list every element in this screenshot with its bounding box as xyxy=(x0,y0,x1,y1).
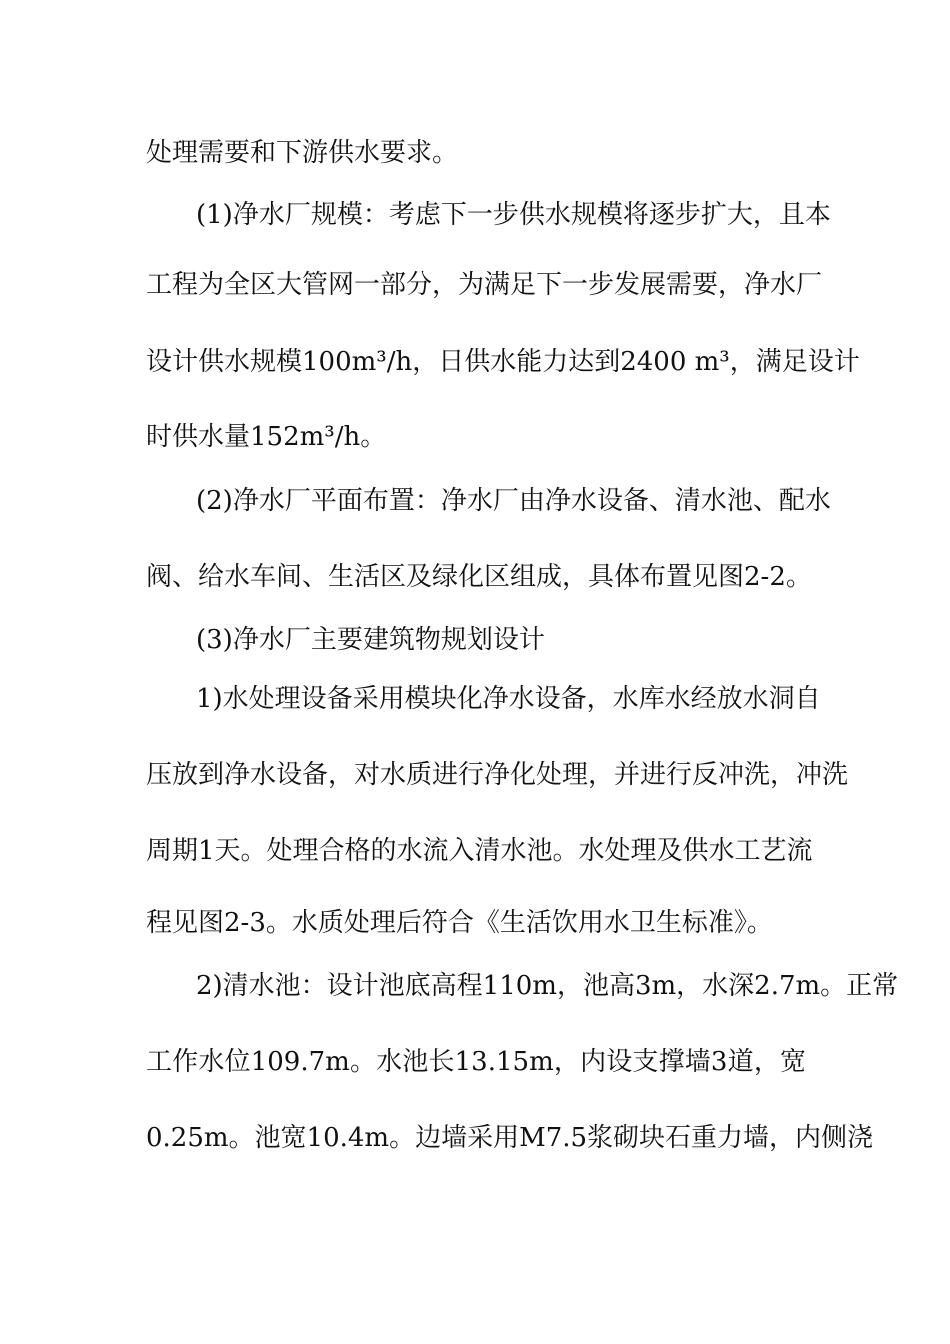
text-line-11: 周期1天。处理合格的水流入清水池。水处理及供水工艺流 xyxy=(146,836,813,866)
text-line-12: 程见图2-3。水质处理后符合《生活饮用水卫生标准》。 xyxy=(146,908,773,938)
text-line-10: 压放到净水设备，对水质进行净化处理，并进行反冲洗，冲洗 xyxy=(146,760,849,790)
text-line-2: (1)净水厂规模：考虑下一步供水规模将逐步扩大，且本 xyxy=(196,200,831,230)
text-line-6: (2)净水厂平面布置：净水厂由净水设备、清水池、配水 xyxy=(196,486,831,516)
text-line-4: 设计供水规模100m³/h，日供水能力达到2400 m³，满足设计 xyxy=(146,347,860,377)
text-line-9: 1)水处理设备采用模块化净水设备，水库水经放水洞自 xyxy=(196,684,821,714)
text-line-3: 工程为全区大管网一部分，为满足下一步发展需要，净水厂 xyxy=(146,270,823,300)
text-line-15: 0.25m。池宽10.4m。边墙采用M7.5浆砌块石重力墙，内侧浇 xyxy=(146,1123,874,1153)
text-line-7: 阀、给水车间、生活区及绿化区组成，具体布置见图2-2。 xyxy=(146,562,812,592)
text-line-1: 处理需要和下游供水要求。 xyxy=(146,138,459,168)
text-line-13: 2)清水池：设计池底高程110m，池高3m，水深2.7m。正常 xyxy=(196,971,899,1001)
text-line-14: 工作水位109.7m。水池长13.15m，内设支撑墙3道，宽 xyxy=(146,1047,806,1077)
text-line-8: (3)净水厂主要建筑物规划设计 xyxy=(196,625,545,655)
text-line-5: 时供水量152m³/h。 xyxy=(146,422,387,452)
